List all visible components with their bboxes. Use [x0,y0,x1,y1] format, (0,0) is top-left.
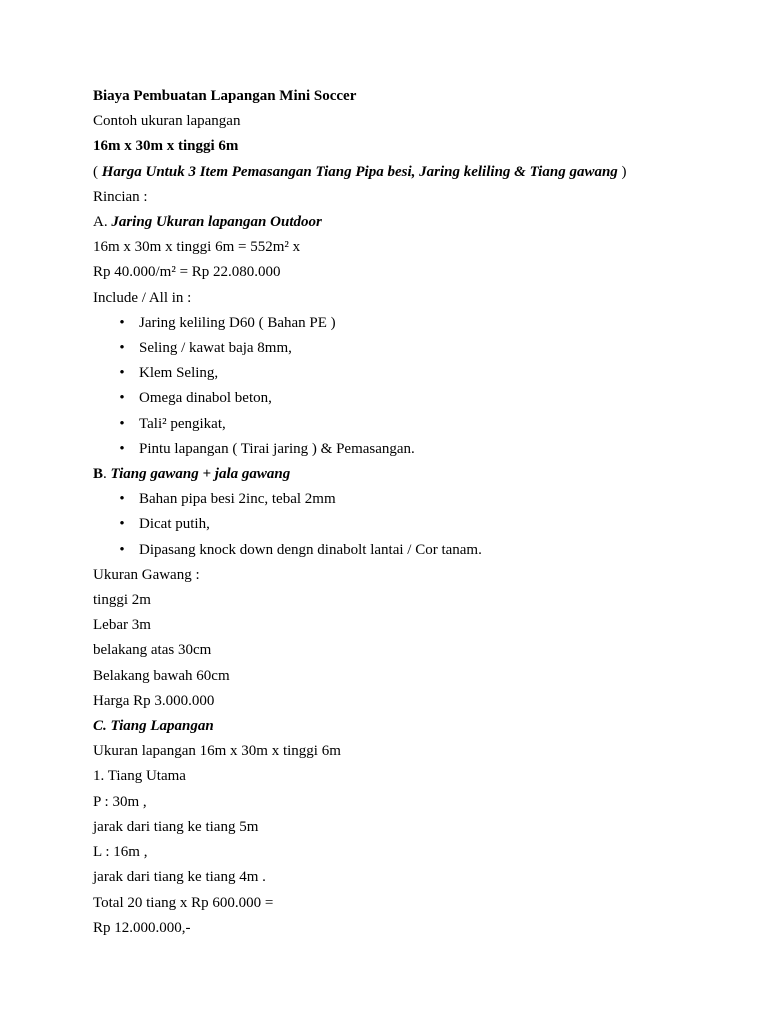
note-close: ) [617,163,627,180]
section-b-letter: B [93,466,104,483]
list-item-text: Pintu lapangan ( Tirai jaring ) & Pemasangan. [139,440,415,457]
document-body [93,84,733,941]
list-item-text: Omega dinabol beton, [139,390,272,407]
section-b-title: Tiang gawang + jala gawang [110,466,291,483]
rincian-label: Rincian : [93,188,148,205]
goal-width: Lebar 3m [93,617,151,634]
list-item-text: Dicat putih, [139,516,210,533]
bullet-icon: • [119,541,125,558]
list-item-text: Dipasang knock down dengn dinabolt lantai / Cor tanam. [139,541,482,558]
goal-price: Harga Rp 3.000.000 [93,692,215,709]
section-b-sep: . [103,466,111,483]
list-item [93,361,733,386]
document-title: Biaya Pembuatan Lapangan Mini Soccer [93,88,357,104]
field-size-line: 16m x 30m x tinggi 6m [93,138,239,155]
section-a-calc-1: 16m x 30m x tinggi 6m = 552m² x [93,239,301,256]
bullet-icon: • [119,340,125,357]
list-item-text: Klem Seling, [139,365,219,382]
bullet-icon: • [119,491,125,508]
main-post-label: 1. Tiang Utama [93,768,186,785]
list-item [93,437,733,462]
list-item [93,336,733,361]
section-b-heading [93,462,733,487]
length-value: P : 30m , [93,793,147,810]
goal-height: tinggi 2m [93,592,151,609]
goal-back-bottom: Belakang bawah 60cm [93,667,230,684]
goal-back-top: belakang atas 30cm [93,642,212,659]
list-item-text: Seling / kawat baja 8mm, [139,340,292,357]
section-c-heading: C. Tiang Lapangan [93,718,214,735]
list-item [93,538,733,563]
goal-size-label: Ukuran Gawang : [93,566,200,583]
section-c-size: Ukuran lapangan 16m x 30m x tinggi 6m [93,743,341,760]
width-value: L : 16m , [93,844,148,861]
intro-text: Contoh ukuran lapangan [93,113,241,130]
include-label: Include / All in : [93,289,192,306]
length-spacing: jarak dari tiang ke tiang 5m [93,818,259,835]
list-item [93,512,733,537]
list-item-text: Jaring keliling D60 ( Bahan PE ) [139,314,336,331]
note-open: ( [93,163,102,180]
bullet-icon: • [119,516,125,533]
width-spacing: jarak dari tiang ke tiang 4m . [93,869,266,886]
section-a-title: Jaring Ukuran lapangan Outdoor [111,214,322,231]
list-item [93,311,733,336]
note-text: Harga Untuk 3 Item Pemasangan Tiang Pipa besi, Jaring keliling & Tiang gawang [101,163,618,180]
bullet-icon: • [119,440,125,457]
list-item-text: Tali² pengikat, [139,415,226,432]
section-a-calc-2: Rp 40.000/m² = Rp 22.080.000 [93,264,281,281]
total-price: Rp 12.000.000,- [93,919,191,936]
list-item-text: Bahan pipa besi 2inc, tebal 2mm [139,491,336,508]
bullet-icon: • [119,415,125,432]
bullet-icon: • [119,314,125,331]
section-a-heading [93,210,733,235]
section-a-letter: A. [93,214,112,231]
section-a-list [93,311,733,462]
bullet-icon: • [119,390,125,407]
list-item [93,386,733,411]
bullet-icon: • [119,365,125,382]
list-item [93,487,733,512]
list-item [93,412,733,437]
price-note [93,160,733,185]
total-posts: Total 20 tiang x Rp 600.000 = [93,894,274,911]
section-b-list [93,487,733,563]
